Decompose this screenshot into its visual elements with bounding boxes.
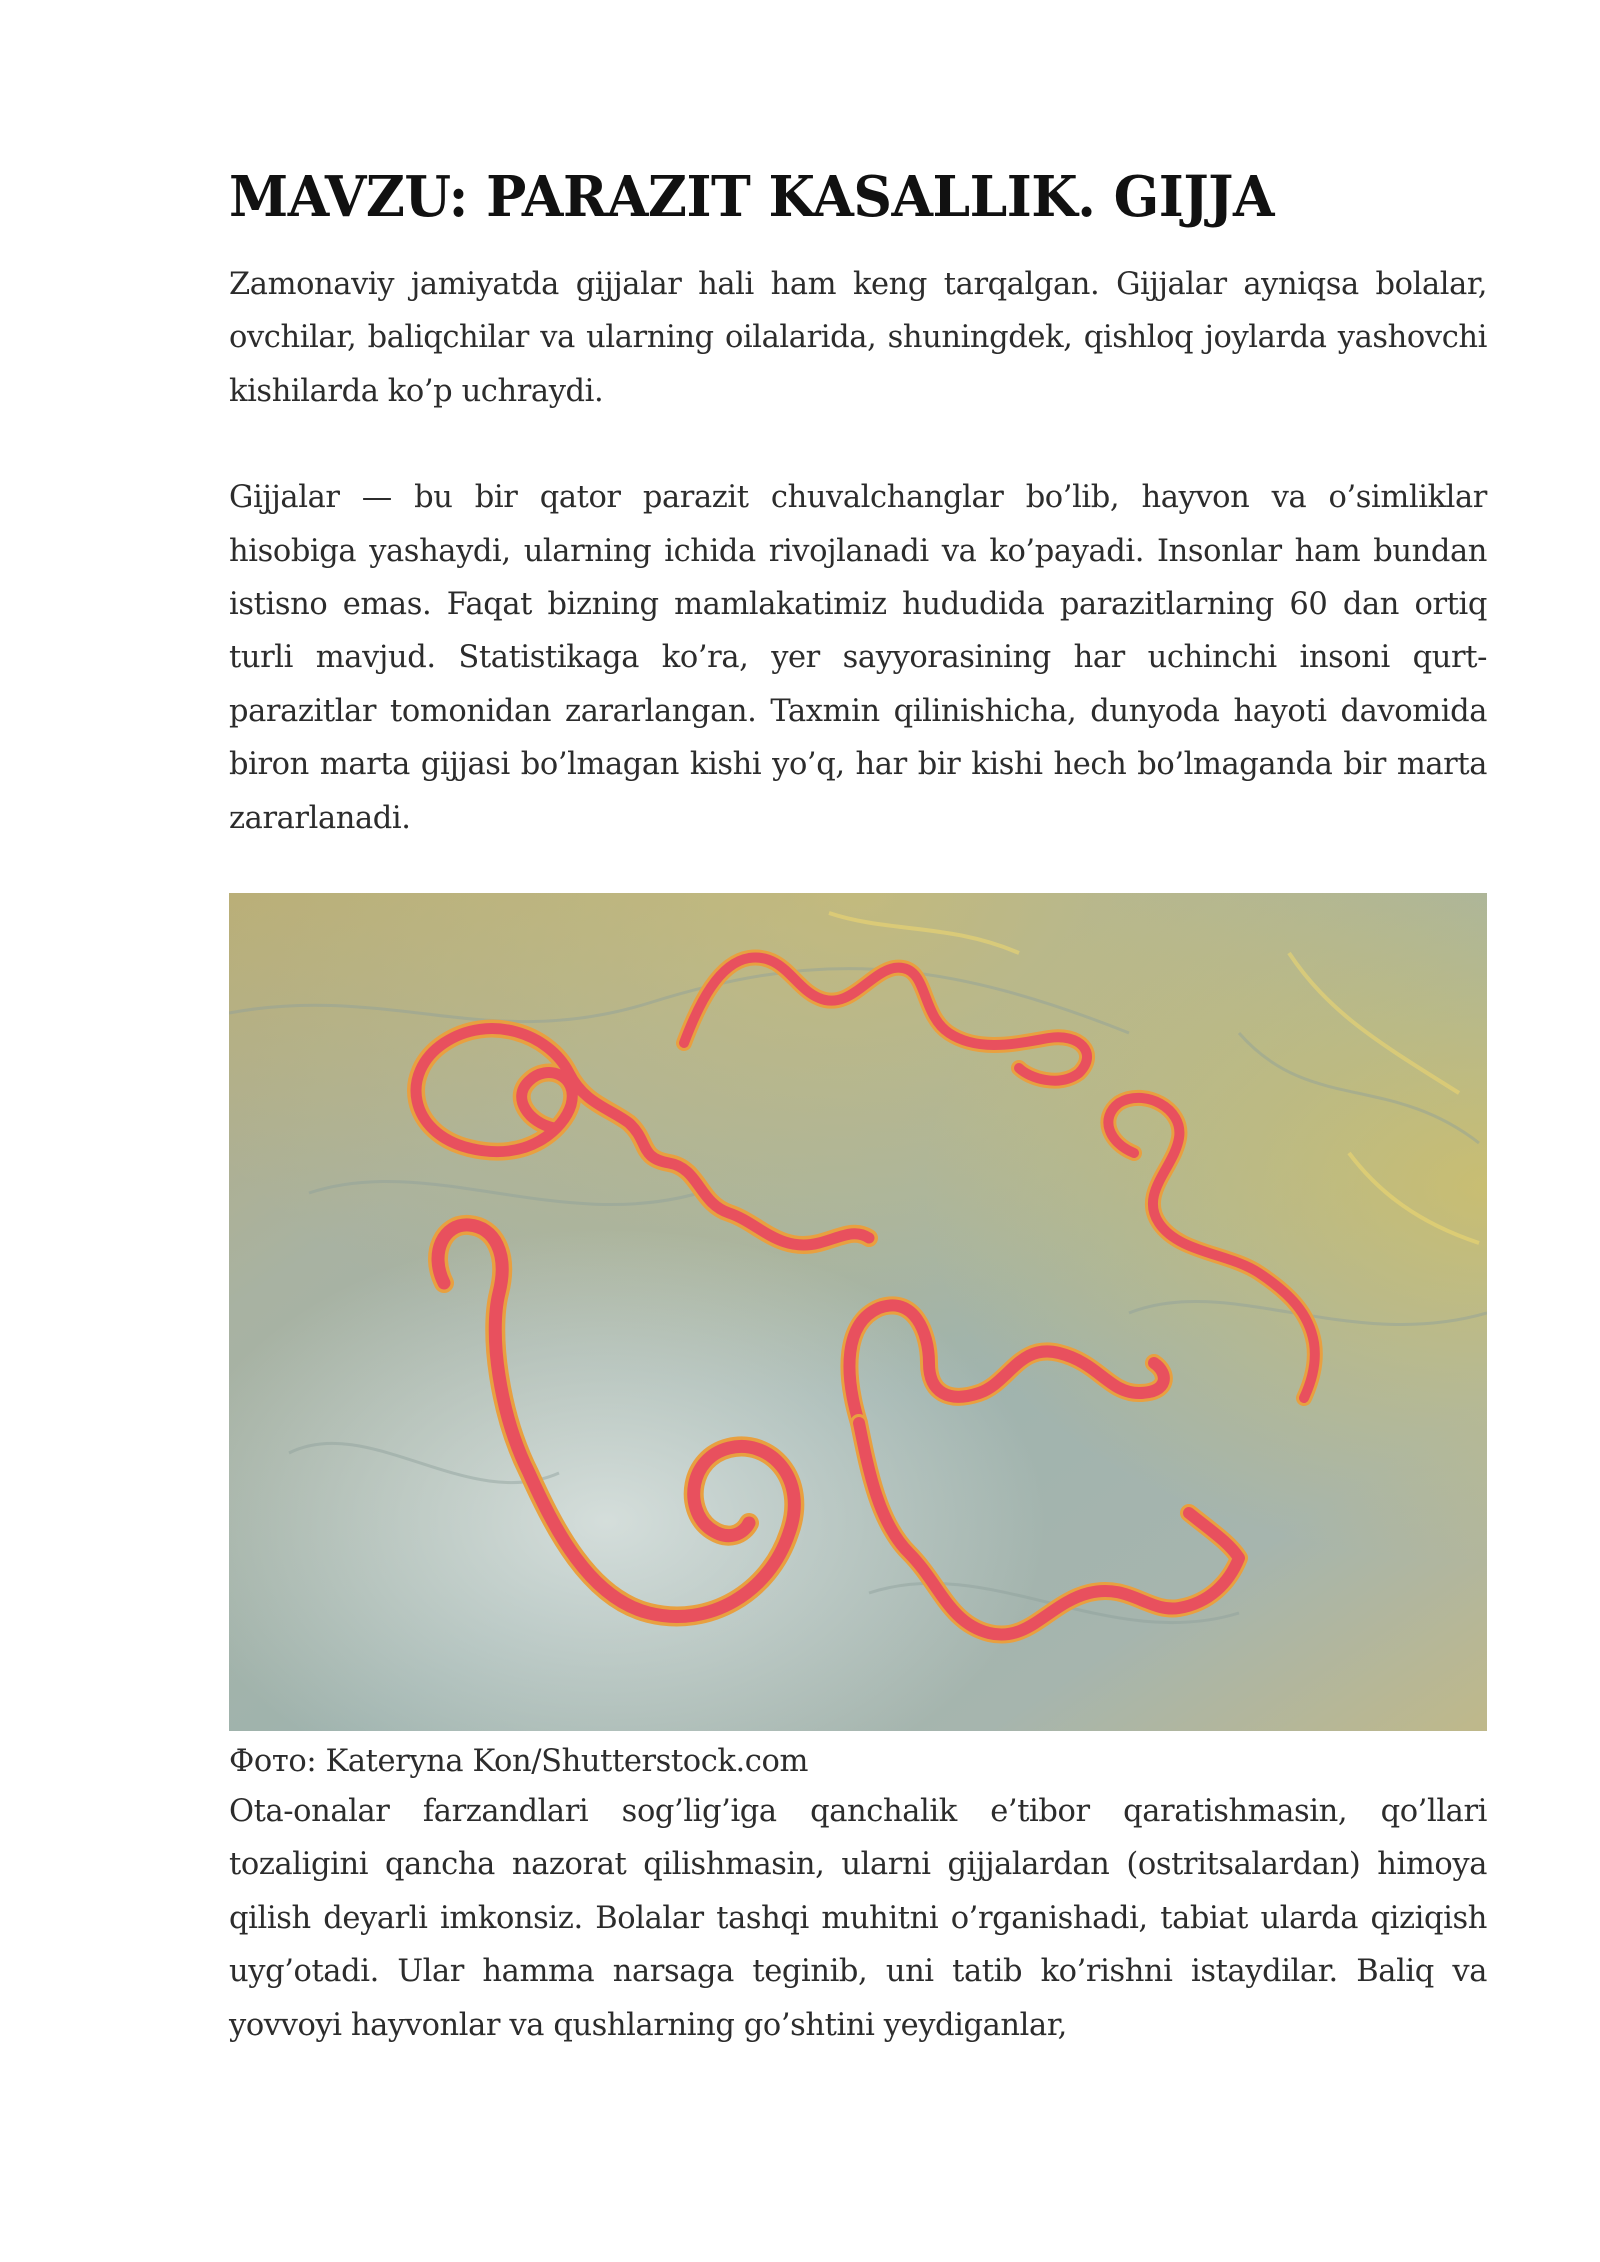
photo-caption: Фото: Kateryna Kon/Shutterstock.com: [229, 1744, 808, 1780]
worms-illustration: [229, 893, 1487, 1731]
worms-photo: [229, 893, 1487, 1731]
definition-paragraph: Gijjalar — bu bir qator parazit chuvalchanglar bo’lib, hayvon va o’simliklar hisobiga yashaydi, ularning ichida rivojlanadi va ko’payadi. Insonlar ham bundan istisno emas. Faqat bizning mamlakatimiz hududida parazitlarning 60 dan ortiq turli mavjud. Statistikaga ko’ra, yer sayyorasining har uchinchi insoni qurt-parazitlar tomonidan zararlangan. Taxmin qilinishicha, dunyoda hayoti davomida biron marta gijjasi bo’lmagan kishi yo’q, har bir kishi hech bo’lmaganda bir marta zararlanadi.: [229, 480, 1487, 836]
parents-paragraph: Ota-onalar farzandlari sog’lig’iga qanchalik e’tibor qaratishmasin, qo’llari tozaligini qancha nazorat qilishmasin, ularni gijjalardan (ostritsalardan) himoya qilish deyarli imkonsiz. Bolalar tashqi muhitni o’rganishadi, tabiat ularda qiziqish uyg’otadi. Ular hamma narsaga teginib, uni tatib ko’rishni istaydilar. Baliq va yovvoyi hayvonlar va qushlarning go’shtini yeydiganlar,: [229, 1794, 1487, 2043]
page-title: MAVZU: PARAZIT KASALLIK. GIJJA: [229, 164, 1274, 230]
intro-paragraph: Zamonaviy jamiyatda gijjalar hali ham keng tarqalgan. Gijjalar ayniqsa bolalar, ovchilar, baliqchilar va ularning oilalarida, shuningdek, qishloq joylarda yashovchi kishilarda ko’p uchraydi.: [229, 267, 1487, 409]
document-page: [229, 160, 1487, 2052]
